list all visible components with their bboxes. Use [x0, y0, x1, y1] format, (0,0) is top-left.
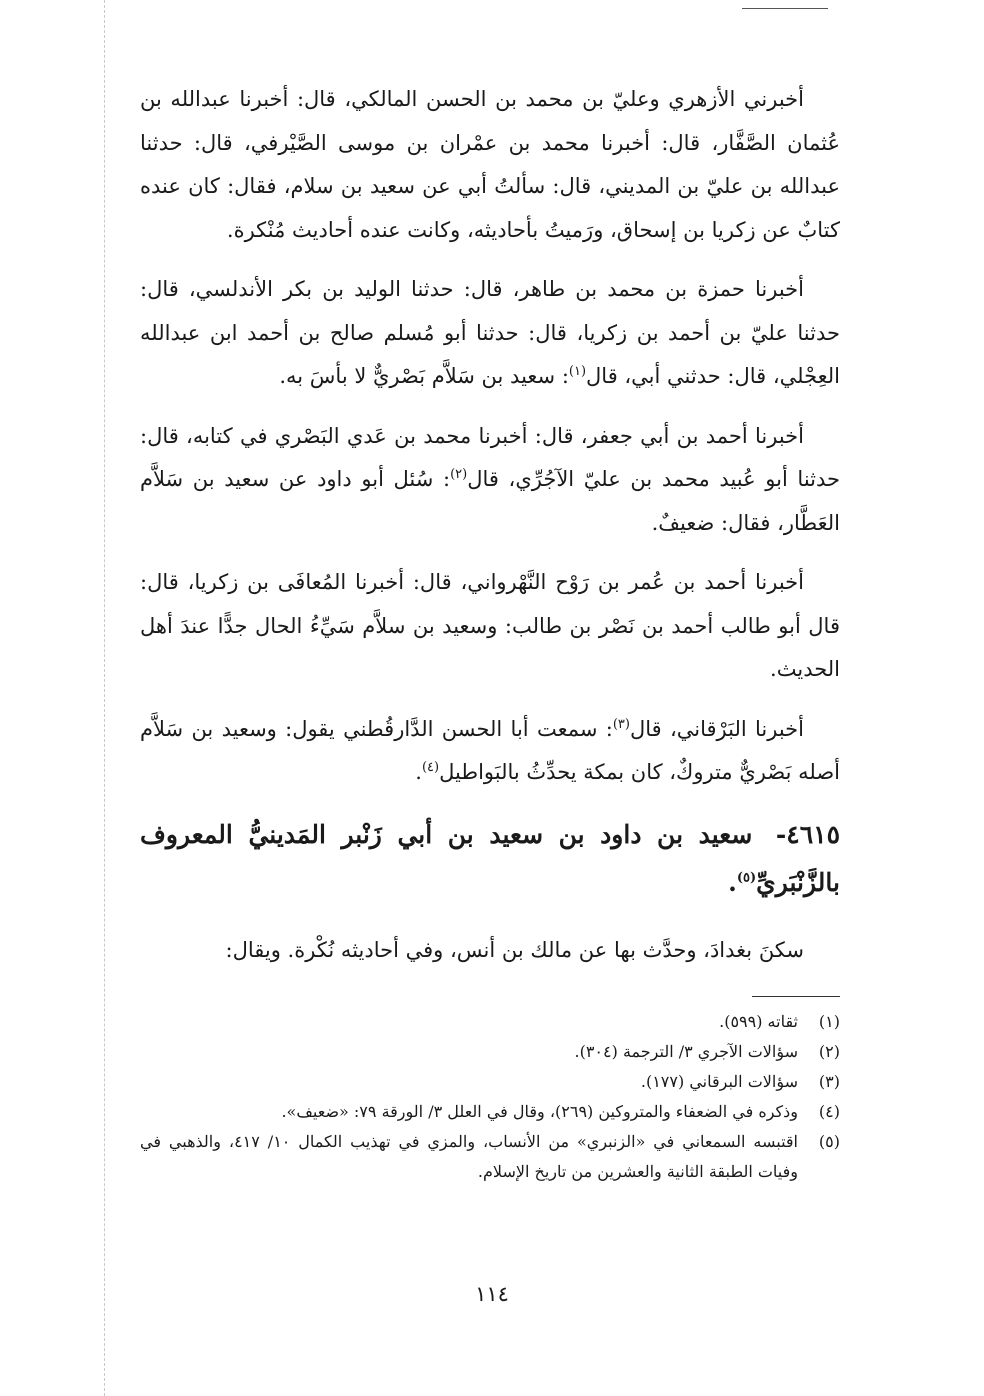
footnote-separator	[752, 996, 840, 997]
paragraph-5-text-after: .	[415, 760, 422, 784]
footnote-text: ثقاته (٥٩٩).	[719, 1012, 798, 1031]
footnote-text: سؤالات الآجري ٣/ الترجمة (٣٠٤).	[574, 1042, 798, 1061]
footnote-1	[140, 1007, 840, 1037]
paragraph-3	[140, 415, 840, 546]
footnote-number: (٤)	[818, 1102, 840, 1121]
paragraph-5-text-middle: : سمعت أبا الحسن الدَّارقُطني يقول: وسعيد بن سَلاَّم أصله بَصْريٌّ متروكٌ، كان بمكة يحدِّثُ بالبَواطيل	[140, 716, 840, 784]
paragraph-2-text-before: أخبرنا حمزة بن محمد بن طاهر، قال: حدثنا الوليد بن بكر الأندلسي، قال: حدثنا عليّ بن أحمد بن زكريا، قال: حدثنا أبو مُسلم صالح بن أحمد ابن عبدالله العِجْلي، قال: حدثني أبي، قال	[140, 277, 840, 388]
footnote-3	[140, 1067, 840, 1097]
footnote-ref-5[interactable]: (٥)	[736, 870, 757, 886]
footnote-text: وذكره في الضعفاء والمتروكين (٢٦٩)، وقال في العلل ٣/ الورقة ٧٩: «ضعيف».	[281, 1102, 798, 1121]
paragraph-6	[140, 929, 840, 973]
paragraph-2	[140, 268, 840, 399]
footnote-ref-1[interactable]: (١)	[568, 364, 587, 379]
footnotes-list	[140, 1007, 840, 1187]
page-content	[140, 78, 840, 1187]
paragraph-5	[140, 708, 840, 795]
entry-title-suffix: .	[728, 867, 737, 897]
footnote-number: (١)	[818, 1012, 840, 1031]
footnote-number: (٥)	[818, 1132, 840, 1151]
paragraph-3-text-after: : سُئل أبو داود عن سعيد بن سَلاَّم العَطَّار، فقال: ضعيفٌ.	[140, 467, 840, 535]
paragraph-4	[140, 561, 840, 692]
entry-title-text: سعيد بن داود بن سعيد بن أبي زَنْبر المَدينيُّ المعروف بالزَّنْبَريِّ	[140, 819, 840, 897]
footnote-4	[140, 1097, 840, 1127]
paragraph-2-text-after: : سعيد بن سَلاَّم بَصْريٌّ لا بأسَ به.	[279, 364, 569, 388]
footnote-number: (٣)	[818, 1072, 840, 1091]
entry-heading	[140, 811, 840, 907]
footnote-number: (٢)	[818, 1042, 840, 1061]
paragraph-6-text: سكنَ بغدادَ، وحدَّث بها عن مالك بن أنس، وفي أحاديثه نُكْرة. ويقال:	[225, 937, 804, 962]
footnote-5	[140, 1127, 840, 1187]
paragraph-1-text: أخبرني الأزهري وعليّ بن محمد بن الحسن المالكي، قال: أخبرنا عبدالله بن عُثمان الصَّفَّار، قال: أخبرنا محمد بن عمْران بن موسى الصَّيْرفي، قال: حدثنا عبدالله بن عليّ بن المديني، قال: سألتُ أبي عن سعيد بن سلام، فقال: كان عنده كتابٌ عن زكريا بن إسحاق، ورَميتُ بأحاديثه، وكانت عنده أحاديث مُنْكرة.	[140, 87, 840, 242]
paragraph-1	[140, 78, 840, 252]
footnote-ref-2[interactable]: (٢)	[450, 467, 468, 482]
entry-number: ٤٦١٥-	[775, 819, 840, 849]
paragraph-3-text-before: أخبرنا أحمد بن أبي جعفر، قال: أخبرنا محمد بن عَدي البَصْري في كتابه، قال: حدثنا أبو عُبيد محمد بن عليّ الآجُرِّي، قال	[140, 423, 841, 491]
paragraph-5-text-before: أخبرنا البَرْقاني، قال	[629, 716, 804, 741]
page-number: ١١٤	[475, 1282, 509, 1306]
footnote-text: سؤالات البرقاني (١٧٧).	[640, 1072, 798, 1091]
scan-margin-line	[104, 0, 105, 1396]
footnote-text: اقتبسه السمعاني في «الزنبري» من الأنساب، والمزي في تهذيب الكمال ١٠/ ٤١٧، والذهبي في وفيات الطبقة الثانية والعشرين من تاريخ الإسلام.	[140, 1132, 798, 1181]
paragraph-4-text: أخبرنا أحمد بن عُمر بن رَوْح النَّهْرواني، قال: أخبرنا المُعافَى بن زكريا، قال: قال أبو طالب أحمد بن نَصْر بن طالب: وسعيد بن سلاَّم سَيِّءُ الحال جدًّا عندَ أهل الحديث.	[140, 570, 840, 681]
footnote-2	[140, 1037, 840, 1067]
footnote-ref-4[interactable]: (٤)	[421, 760, 440, 775]
header-rule	[742, 8, 828, 9]
footnote-ref-3[interactable]: (٣)	[612, 716, 630, 732]
